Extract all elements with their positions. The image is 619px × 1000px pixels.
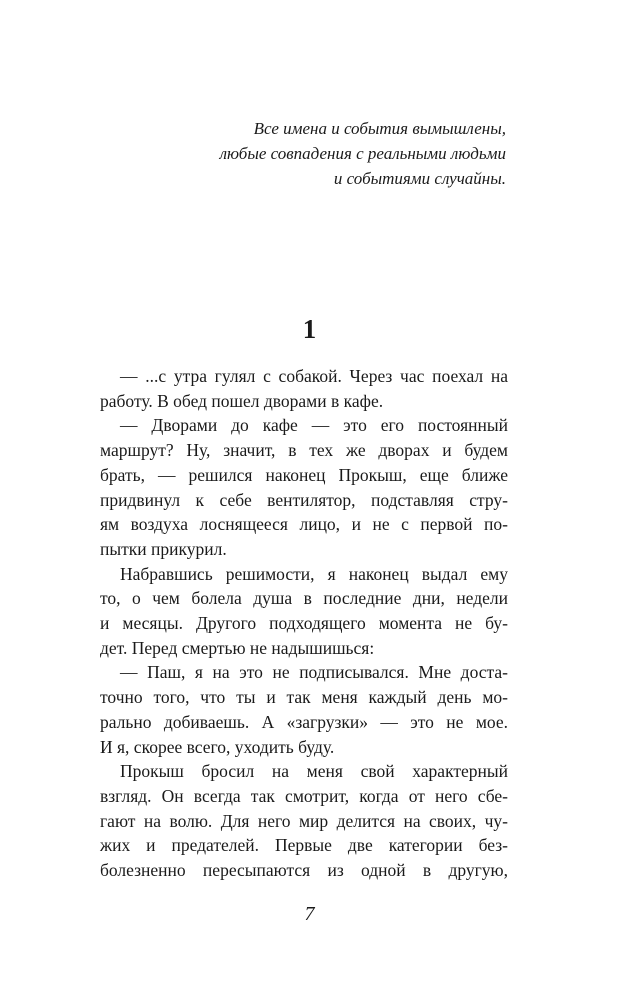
text-line: маршрут? Ну, значит, в тех же дворах и будем: [100, 440, 508, 461]
page-number: 7: [304, 903, 315, 925]
text-line: работу. В обед пошел дворами в кафе.: [100, 390, 384, 411]
text-line: ям воздуха лоснящееся лицо, и не с первой по-: [100, 514, 508, 535]
disclaimer-line: любые совпадения с реальными людьми: [219, 144, 506, 163]
text-line: и месяцы. Другого подходящего момента не бу-: [100, 613, 508, 634]
text-line: дет. Перед смертью не надышишься:: [100, 637, 375, 658]
text-line: — ...с утра гулял с собакой. Через час поехал на: [120, 366, 508, 386]
paragraph: [100, 364, 508, 413]
text-line: Набравшись решимости, я наконец выдал ему: [120, 563, 508, 584]
chapter-number: 1: [302, 314, 317, 344]
text-line: взгляд. Он всегда так смотрит, когда от него сбе-: [100, 785, 508, 806]
text-line: И я, скорее всего, уходить буду.: [100, 736, 335, 757]
text-line: Прокыш бросил на меня свой характерный: [120, 761, 508, 782]
paragraph: [100, 562, 508, 661]
text-line: рально добиваешь. А «загрузки» — это не мое.: [100, 711, 508, 732]
text-line: болезненно пересыпаются из одной в другую,: [100, 860, 508, 881]
text-line: пытки прикурил.: [100, 538, 227, 559]
text-line: — Паш, я на это не подписывался. Мне доста-: [120, 662, 508, 683]
text-line: гают на волю. Для него мир делится на своих, чу-: [100, 810, 508, 831]
disclaimer: [220, 116, 506, 191]
disclaimer-line: Все имена и события вымышлены,: [253, 119, 506, 138]
text-line: точно того, что ты и так меня каждый день мо-: [100, 687, 508, 708]
chapter-body: [100, 364, 508, 883]
text-line: жих и предателей. Первые две категории без-: [100, 835, 508, 856]
text-line: брать, — решился наконец Прокыш, еще ближе: [100, 464, 508, 485]
disclaimer-line: и событиями случайны.: [333, 169, 506, 188]
paragraph: [100, 759, 508, 883]
text-line: — Дворами до кафе — это его постоянный: [120, 415, 508, 436]
paragraph: [100, 413, 508, 561]
text-line: то, о чем болела душа в последние дни, недели: [100, 588, 508, 609]
paragraph: [100, 660, 508, 759]
text-line: придвинул к себе вентилятор, подставляя стру-: [100, 489, 508, 510]
